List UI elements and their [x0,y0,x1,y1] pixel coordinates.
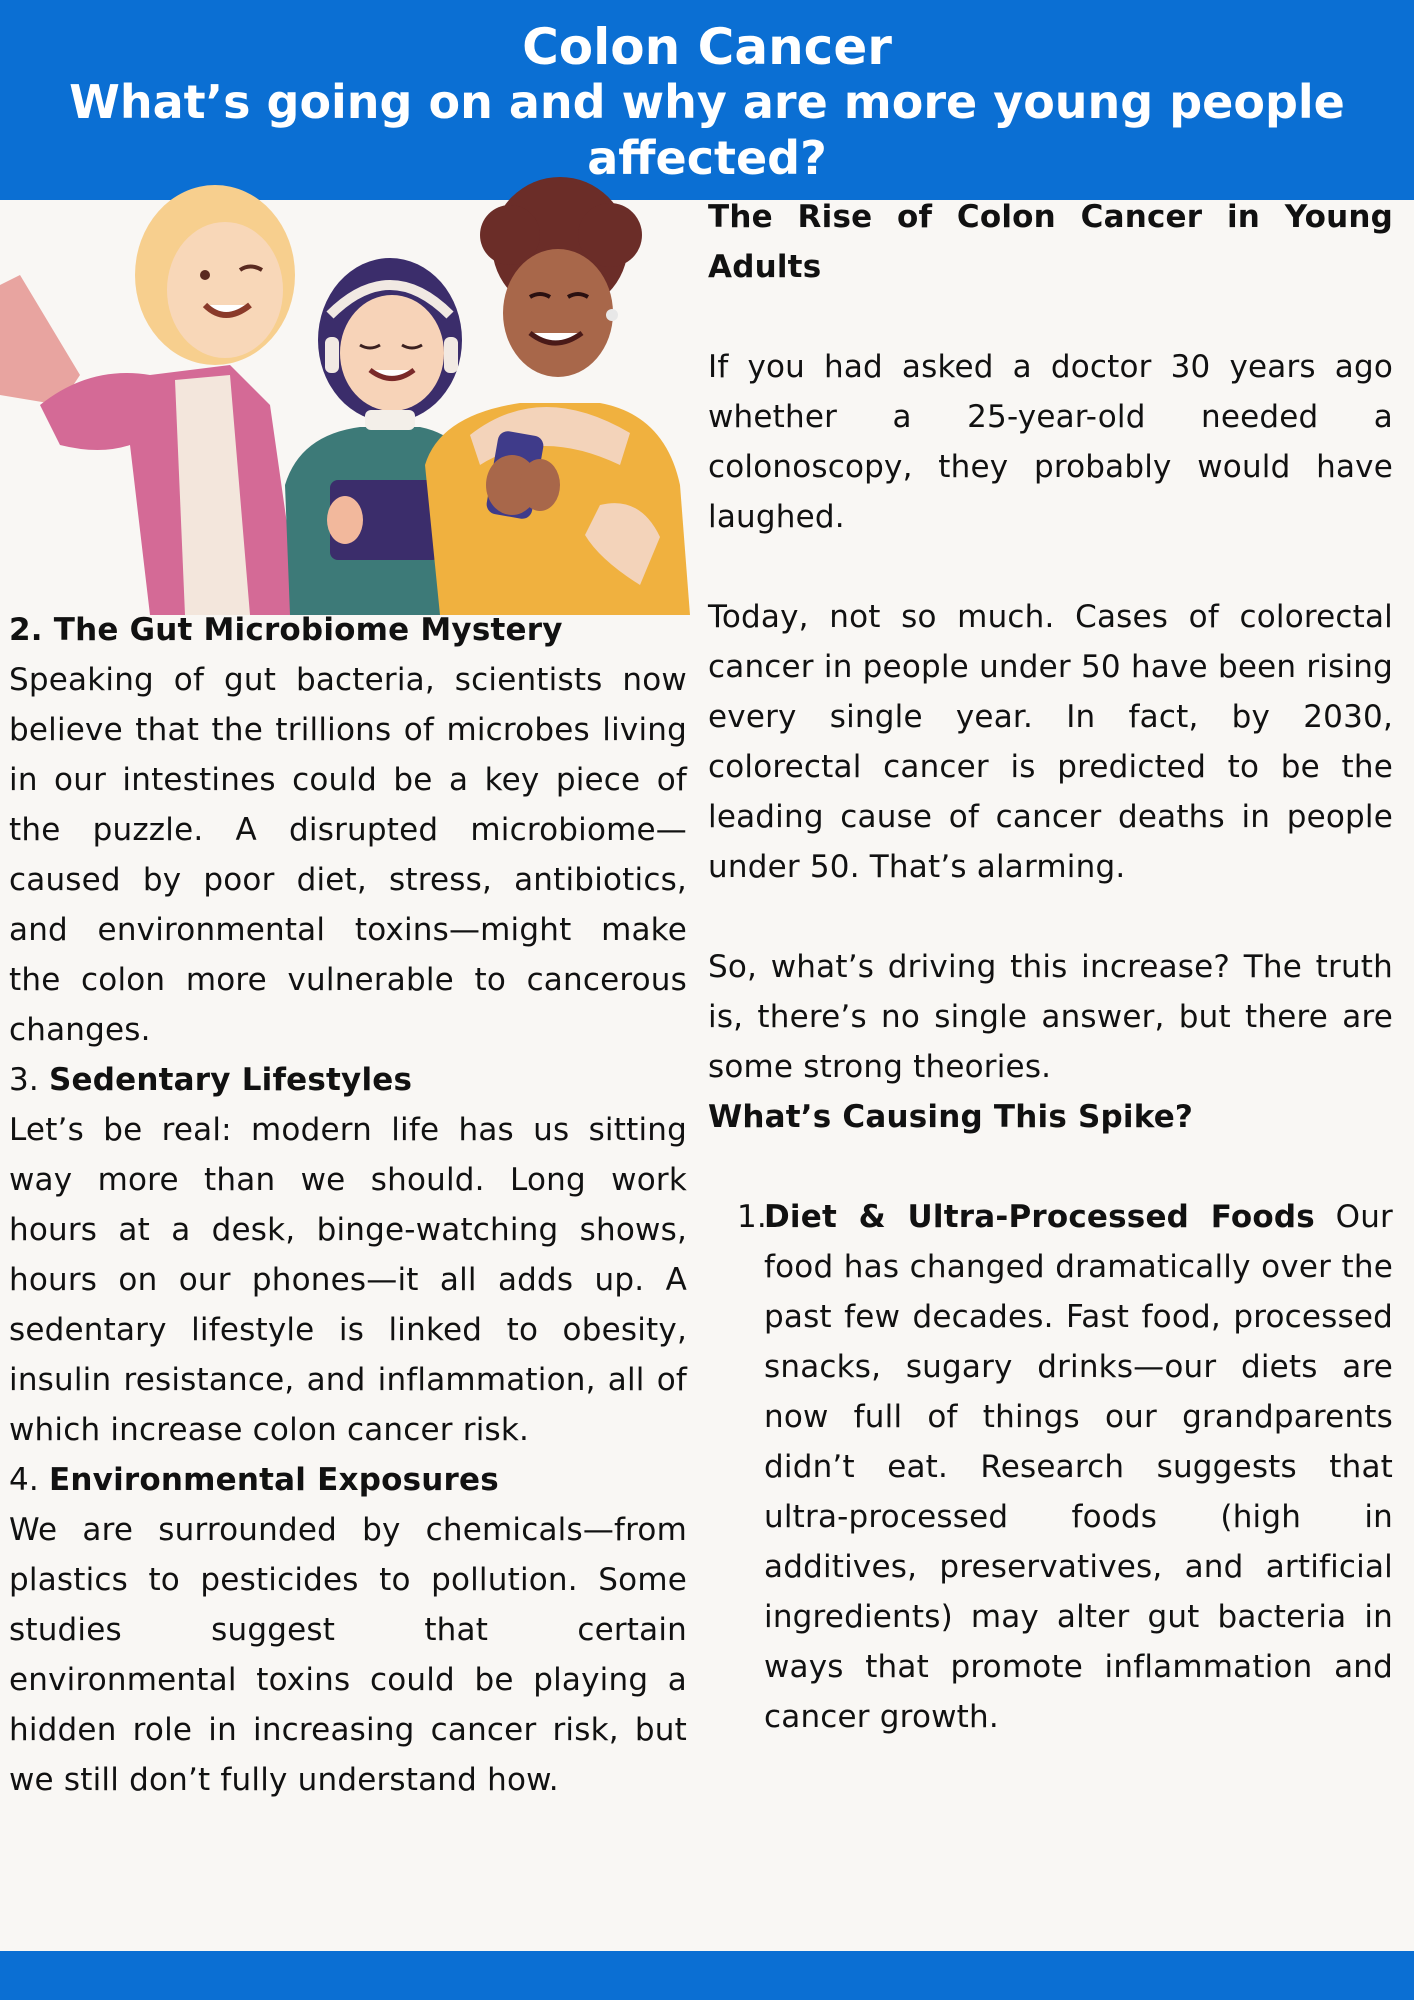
rise-paragraph-3: So, what’s driving this increase? The truth is, there’s no single answer, but there are some strong theories. [708,949,1393,1085]
right-column [708,192,1393,1742]
sedentary-title: Sedentary Lifestyles [49,1062,413,1098]
list-item-text: Our food has changed dramatically over the past few decades. Fast food, processed snacks, sugary drinks—our diets are now full of things our grandparents didn’t eat. Research suggests that ultra-processed foods (high in additives, preservatives, and artificial ingredients) may alter gut bacteria in ways that promote inflammation and cancer growth. [764,1199,1394,1735]
sedentary-heading [9,1055,687,1105]
microbiome-heading: 2. The Gut Microbiome Mystery [9,612,563,648]
left-column [9,605,687,1805]
rise-paragraph-2: Today, not so much. Cases of colorectal cancer in people under 50 have been rising every single year. In fact, by 2030, colorectal cancer is predicted to be the leading cause of cancer deaths in people under 50. That’s alarming. [708,599,1393,885]
sedentary-text: Let’s be real: modern life has us sitting way more than we should. Long work hours at a desk, binge-watching shows, hours on our phones—it all adds up. A sedentary lifestyle is linked to obesity, insulin resistance, and inflammation, all of which increase colon cancer risk. [9,1112,687,1448]
environment-heading [9,1455,687,1505]
environment-text: We are surrounded by chemicals—from plastics to pesticides to pollution. Some studies suggest that certain environmental toxins could be playing a hidden role in increasing cancer risk, but we still don’t fully understand how. [9,1512,687,1798]
microbiome-text: Speaking of gut bacteria, scientists now believe that the trillions of microbes living in our intestines could be a key piece of the puzzle. A disrupted microbiome—caused by poor diet, stress, antibiotics, and environmental toxins—might make the colon more vulnerable to cancerous changes. [9,662,687,1048]
causes-list [708,1192,1393,1742]
list-item-number: 1. [737,1199,767,1235]
list-item [708,1192,1393,1742]
rise-heading: The Rise of Colon Cancer in Young Adults [708,199,1393,285]
causes-heading: What’s Causing This Spike? [708,1099,1194,1135]
footer-bar [0,1951,1414,2000]
environment-number: 4. [9,1462,50,1498]
page-title: Colon Cancer [522,18,892,76]
rise-paragraph-1: If you had asked a doctor 30 years ago whether a 25-year-old needed a colonoscopy, they probably would have laughed. [708,349,1393,535]
three-young-people-with-devices-illustration [0,165,690,615]
page-subtitle: What’s going on and why are more young people affected? [69,75,1345,185]
list-item-title: Diet & Ultra-Processed Foods [764,1199,1315,1235]
sedentary-number: 3. [9,1062,50,1098]
environment-title: Environmental Exposures [49,1462,499,1498]
